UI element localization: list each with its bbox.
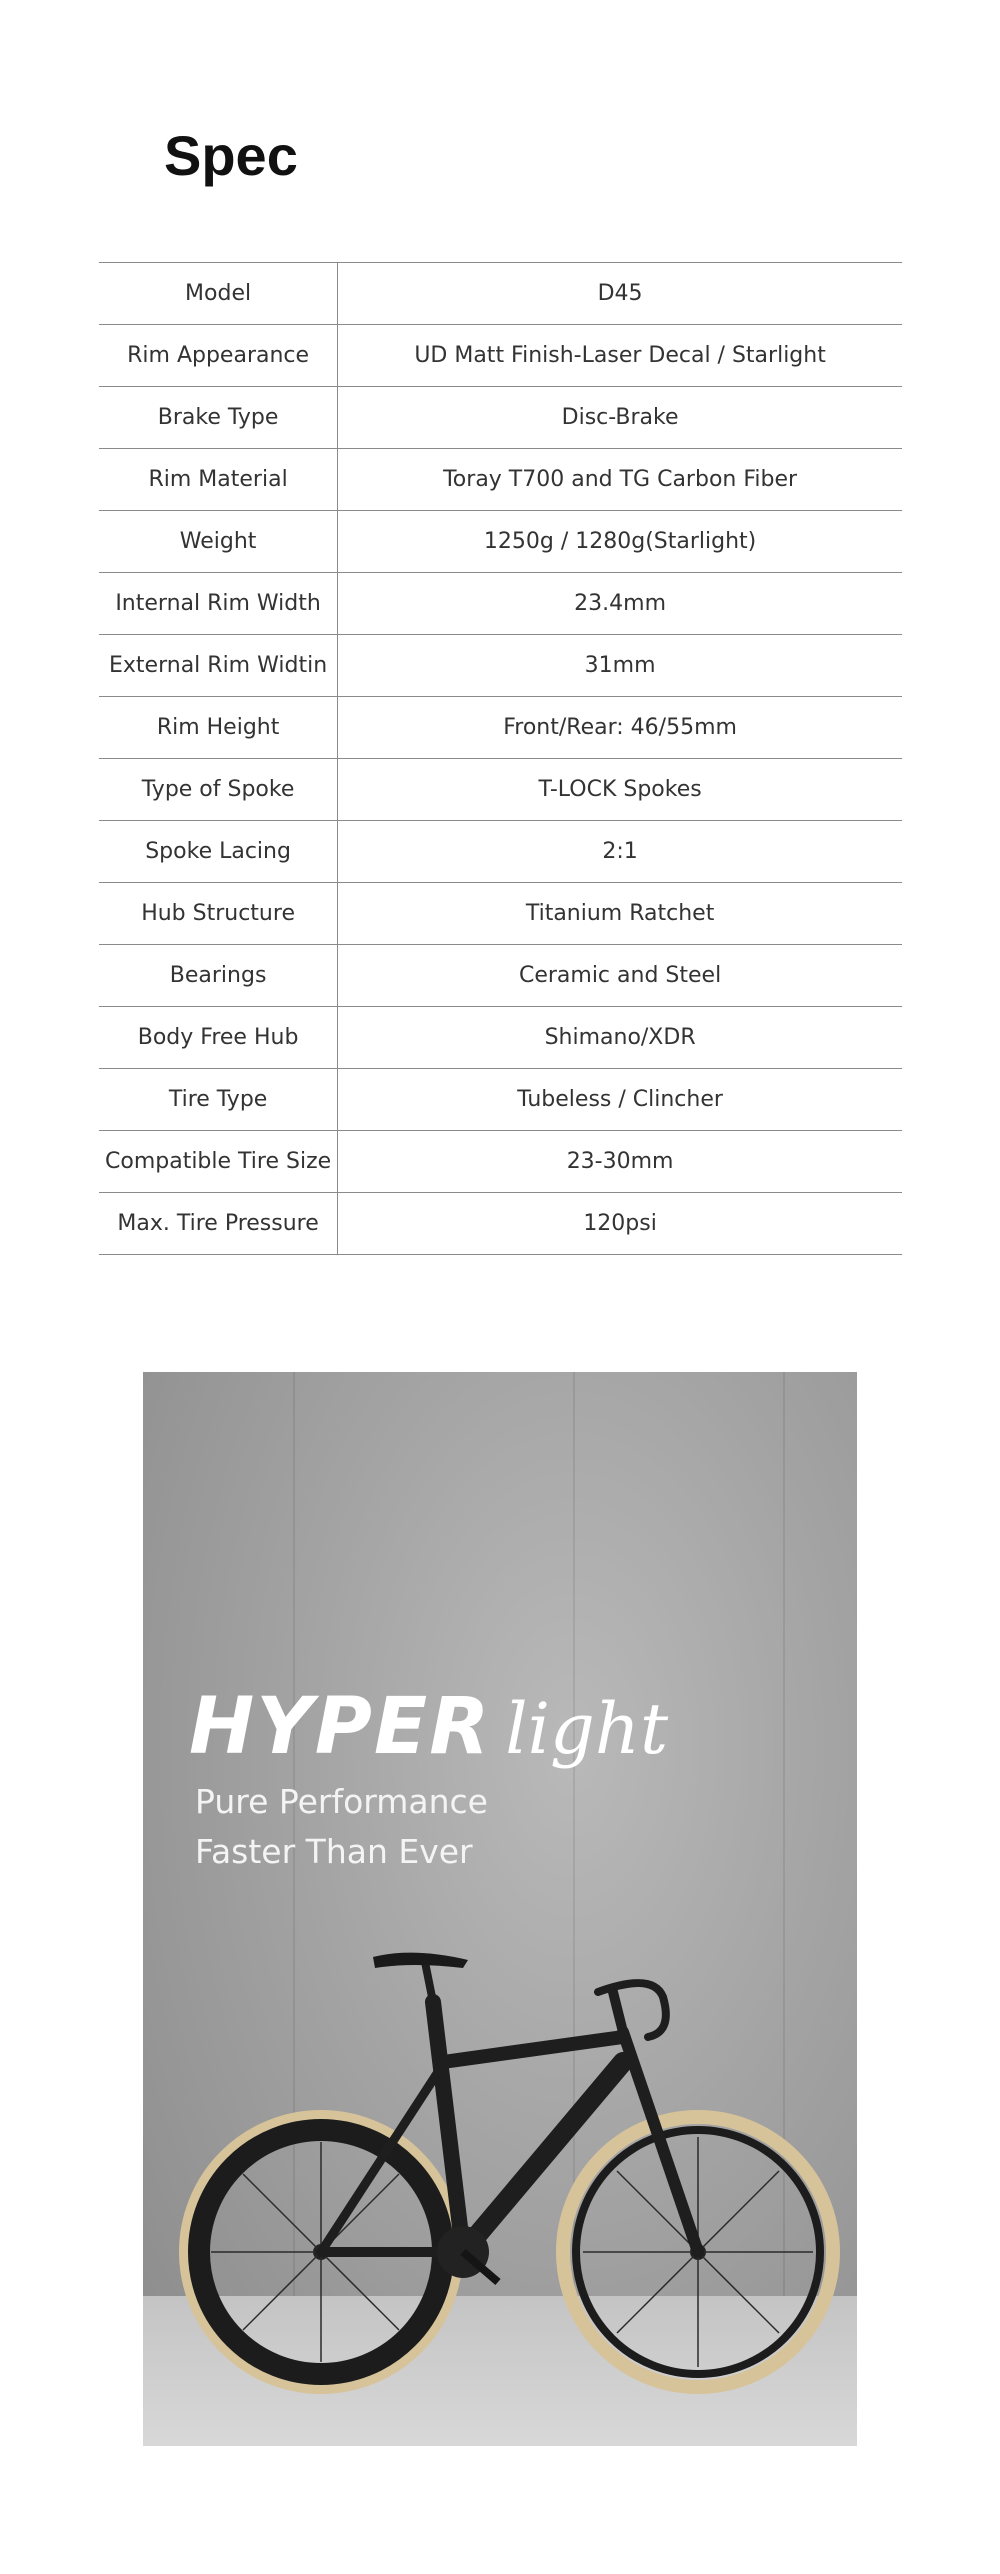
spec-row: [99, 883, 902, 945]
spec-row: [99, 1131, 902, 1193]
spec-value: Ceramic and Steel: [338, 945, 902, 1007]
spec-row: [99, 511, 902, 573]
spec-row: [99, 1193, 902, 1255]
bike-illustration: [143, 1372, 857, 2446]
spec-row: [99, 697, 902, 759]
spec-table: [99, 262, 902, 1255]
spec-label: Brake Type: [99, 387, 338, 449]
spec-label: Weight: [99, 511, 338, 573]
spec-value: Front/Rear: 46/55mm: [338, 697, 902, 759]
spec-value: Shimano/XDR: [338, 1007, 902, 1069]
brand-main: HYPER: [189, 1682, 492, 1772]
spec-row: [99, 449, 902, 511]
spec-value: Toray T700 and TG Carbon Fiber: [338, 449, 902, 511]
spec-row: [99, 821, 902, 883]
spec-row: [99, 1069, 902, 1131]
spec-value: 31mm: [338, 635, 902, 697]
brand-script: light: [505, 1688, 669, 1770]
spec-label: External Rim Widtin: [99, 635, 338, 697]
spec-label: Rim Height: [99, 697, 338, 759]
spec-row: [99, 263, 902, 325]
spec-table-body: [99, 263, 902, 1255]
spec-row: [99, 945, 902, 1007]
spec-label: Compatible Tire Size: [99, 1131, 338, 1193]
spec-label: Model: [99, 263, 338, 325]
spec-row: [99, 387, 902, 449]
spec-row: [99, 635, 902, 697]
spec-value: 23-30mm: [338, 1131, 902, 1193]
spec-label: Body Free Hub: [99, 1007, 338, 1069]
spec-label: Type of Spoke: [99, 759, 338, 821]
spec-label: Spoke Lacing: [99, 821, 338, 883]
spec-value: Tubeless / Clincher: [338, 1069, 902, 1131]
spec-label: Hub Structure: [99, 883, 338, 945]
spec-label: Tire Type: [99, 1069, 338, 1131]
spec-label: Bearings: [99, 945, 338, 1007]
spec-row: [99, 573, 902, 635]
spec-value: Disc-Brake: [338, 387, 902, 449]
spec-row: [99, 1007, 902, 1069]
spec-label: Rim Appearance: [99, 325, 338, 387]
promo-bike-image: [143, 1372, 857, 2446]
spec-value: T-LOCK Spokes: [338, 759, 902, 821]
spec-value: 2:1: [338, 821, 902, 883]
spec-row: [99, 759, 902, 821]
spec-value: 120psi: [338, 1193, 902, 1255]
spec-label: Max. Tire Pressure: [99, 1193, 338, 1255]
brand-logo: [189, 1682, 668, 1772]
tagline-line-1: Pure Performance: [195, 1782, 488, 1821]
spec-label: Internal Rim Width: [99, 573, 338, 635]
spec-row: [99, 325, 902, 387]
spec-value: D45: [338, 263, 902, 325]
page-title: Spec: [164, 124, 298, 187]
spec-value: 23.4mm: [338, 573, 902, 635]
spec-label: Rim Material: [99, 449, 338, 511]
spec-value: Titanium Ratchet: [338, 883, 902, 945]
spec-value: 1250g / 1280g(Starlight): [338, 511, 902, 573]
tagline-line-2: Faster Than Ever: [195, 1832, 473, 1871]
spec-value: UD Matt Finish-Laser Decal / Starlight: [338, 325, 902, 387]
